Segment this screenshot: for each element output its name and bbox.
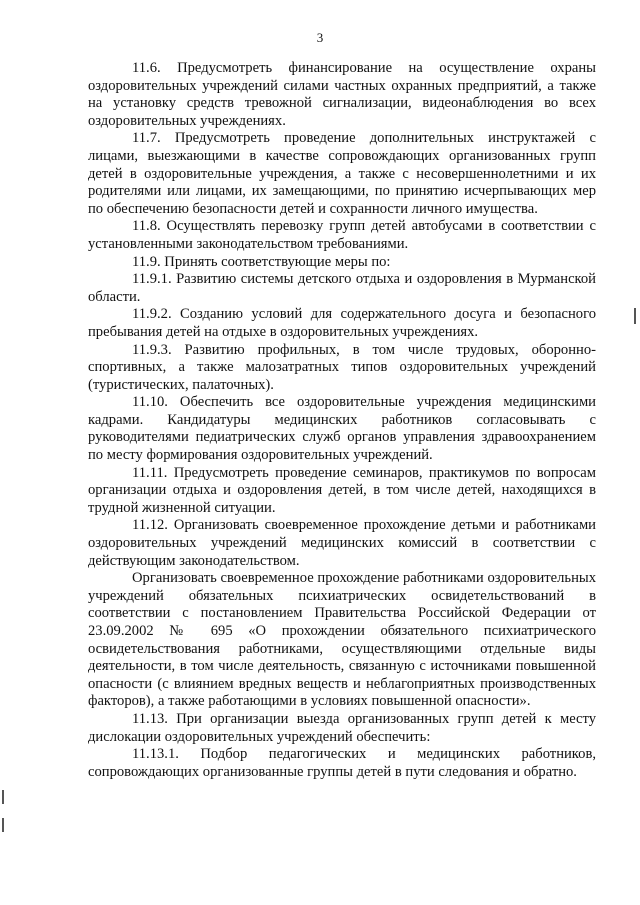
- paragraph-11-13: 11.13. При организации выезда организованных групп детей к месту дислокации оздоровительных учреждений обеспечить:: [88, 710, 596, 745]
- paragraph-11-9: 11.9. Принять соответствующие меры по:: [132, 253, 391, 270]
- paragraph-psychiatric-exam: Организовать своевременное прохождение работниками оздоровительных учреждений обязательных психиатрических освидетельствований в соответствии с постановлением Правительства Российской Федерации от 23.09.2002 № 695 «О прохождении обязательного психиатрического освидетельствования работниками, осуществляющими отдельные виды деятельности, в том числе деятельность, связанную с источниками повышенной опасности (с влиянием вредных веществ и неблагоприятных производственных факторов), а также работающими в условиях повышенной опасности».: [88, 570, 596, 710]
- paragraph-11-9-1: 11.9.1. Развитию системы детского отдыха и оздоровления в Мурманской области.: [88, 271, 596, 305]
- paragraph-11-10: 11.10. Обеспечить все оздоровительные учреждения медицинскими кадрами. Кандидатуры медицинских работников согласовывать с руководителями педиатрических служб органов управления здравоохранением по месту формирования оздоровительных учреждений.: [88, 394, 596, 464]
- scan-edge-mark-left-2: [2, 818, 4, 832]
- document-body: [88, 60, 596, 781]
- scan-edge-mark-right: [634, 308, 636, 324]
- paragraph-11-11: 11.11. Предусмотреть проведение семинаров, практикумов по вопросам организации отдыха и оздоровления детей, в том числе детей, находящихся в трудной жизненной ситуации.: [88, 464, 596, 516]
- paragraph-11-12: 11.12. Организовать своевременное прохождение детьми и работниками оздоровительных учреждений медицинских комиссий в соответствии с действующим законодательством.: [88, 517, 596, 569]
- page-number: 3: [316, 30, 324, 45]
- paragraph-11-9-3: 11.9.3. Развитию профильных, в том числе трудовых, оборонно-спортивных, а также малозатратных типов оздоровительных учреждений (туристических, палаточных).: [88, 341, 596, 393]
- paragraph-11-13-1: 11.13.1. Подбор педагогических и медицинских работников, сопровождающих организованные группы детей в пути следования и обратно.: [88, 746, 596, 780]
- paragraph-11-6: 11.6. Предусмотреть финансирование на осуществление охраны оздоровительных учреждений силами частных охранных предприятий, а также на установку средств тревожной сигнализации, видеонаблюдения во всех оздоровительных учреждениях.: [88, 60, 596, 129]
- paragraph-11-9-2: 11.9.2. Созданию условий для содержательного досуга и безопасного пребывания детей на отдыхе в оздоровительных учреждениях.: [88, 306, 596, 340]
- scan-edge-mark-left-1: [2, 790, 4, 804]
- paragraph-11-7: 11.7. Предусмотреть проведение дополнительных инструктажей с лицами, выезжающими в качестве сопровождающих организованных групп детей в оздоровительные учреждения, а также с несовершеннолетними и их родителями или лицами, их замещающими, по принятию исчерпывающих мер по обеспечению безопасности детей и сохранности личного имущества.: [88, 130, 596, 217]
- paragraph-11-8: 11.8. Осуществлять перевозку групп детей автобусами в соответствии с установленными законодательством требованиями.: [88, 218, 596, 252]
